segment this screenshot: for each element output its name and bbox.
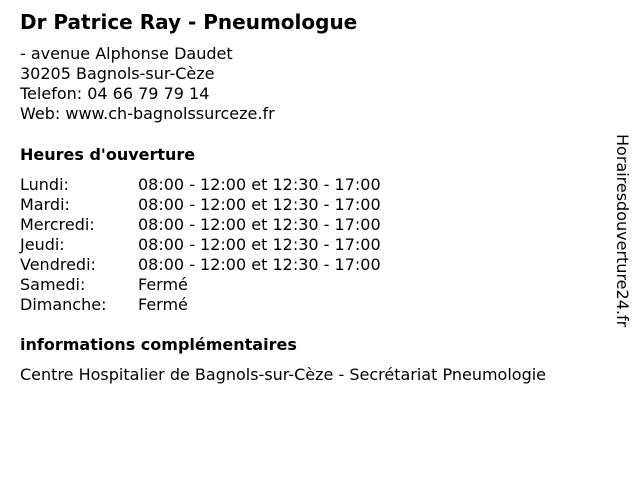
time-value: 08:00 - 12:00 et 12:30 - 17:00 — [138, 175, 381, 194]
hours-row-dimanche — [20, 295, 381, 315]
hours-row-mardi — [20, 195, 381, 215]
website: Web: www.ch-bagnolssurceze.fr — [20, 104, 275, 123]
day-label: Dimanche: — [20, 295, 107, 314]
time-value: 08:00 - 12:00 et 12:30 - 17:00 — [138, 195, 381, 214]
time-value: 08:00 - 12:00 et 12:30 - 17:00 — [138, 235, 381, 254]
page-title: Dr Patrice Ray - Pneumologue — [20, 10, 358, 34]
hours-table — [20, 175, 381, 315]
contact-block — [20, 44, 275, 124]
day-label: Vendredi: — [20, 255, 96, 274]
day-label: Jeudi: — [20, 235, 65, 254]
watermark-text: Horairesdouverture24.fr — [613, 134, 632, 328]
time-value: 08:00 - 12:00 et 12:30 - 17:00 — [138, 255, 381, 274]
time-value: 08:00 - 12:00 et 12:30 - 17:00 — [138, 215, 381, 234]
city-address: 30205 Bagnols-sur-Cèze — [20, 64, 215, 83]
day-label: Samedi: — [20, 275, 86, 294]
phone-number: Telefon: 04 66 79 79 14 — [20, 84, 210, 103]
info-heading: informations complémentaires — [20, 335, 297, 354]
day-label: Lundi: — [20, 175, 69, 194]
day-label: Mercredi: — [20, 215, 95, 234]
hours-row-samedi — [20, 275, 381, 295]
time-value: Fermé — [138, 275, 188, 294]
hours-row-lundi — [20, 175, 381, 195]
hours-heading: Heures d'ouverture — [20, 145, 196, 164]
time-value: Fermé — [138, 295, 188, 314]
info-text: Centre Hospitalier de Bagnols-sur-Cèze - Secrétariat Pneumologie — [20, 365, 547, 384]
hours-row-jeudi — [20, 235, 381, 255]
day-label: Mardi: — [20, 195, 70, 214]
hours-row-mercredi — [20, 215, 381, 235]
hours-row-vendredi — [20, 255, 381, 275]
street-address: - avenue Alphonse Daudet — [20, 44, 233, 63]
